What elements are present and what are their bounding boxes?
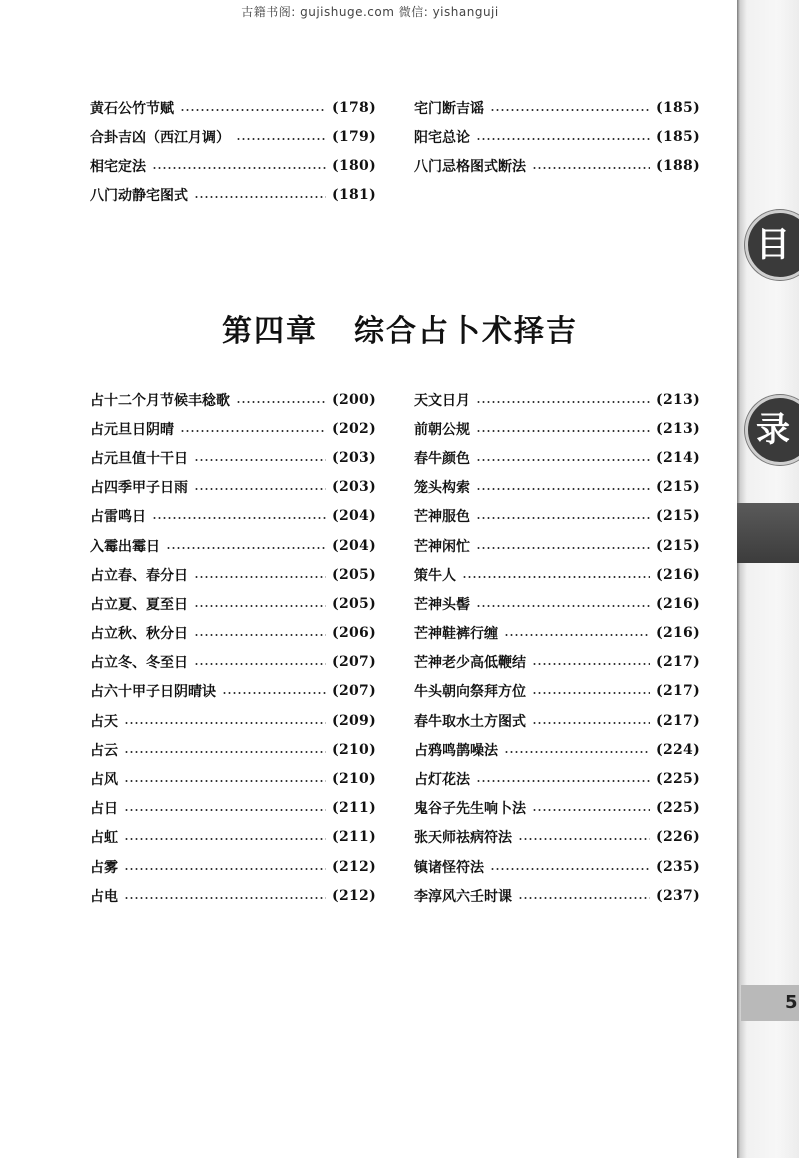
dot-leader xyxy=(152,517,326,519)
dot-leader xyxy=(124,751,326,753)
dot-leader xyxy=(166,547,326,549)
toc-entry-page: (212) xyxy=(332,858,376,875)
toc-entry xyxy=(90,881,376,910)
dot-leader xyxy=(532,722,650,724)
toc-entry xyxy=(414,589,700,618)
dot-leader xyxy=(532,809,650,811)
toc-entry xyxy=(414,794,700,823)
toc-entry xyxy=(90,852,376,881)
toc-entry-page: (215) xyxy=(656,508,700,525)
toc-entry-page: (206) xyxy=(332,625,376,642)
dot-leader xyxy=(504,751,650,753)
toc-entry-page: (217) xyxy=(656,654,700,671)
toc-entry-page: (207) xyxy=(332,683,376,700)
toc-entry-title: 春牛颜色 xyxy=(414,450,470,467)
toc-entry-title: 宅门断吉谣 xyxy=(414,100,484,117)
toc-entry xyxy=(414,531,700,560)
toc-entry xyxy=(414,852,700,881)
dot-leader xyxy=(504,634,650,636)
dot-leader xyxy=(476,459,650,461)
dot-leader xyxy=(194,663,326,665)
dot-leader xyxy=(476,401,650,403)
dot-leader xyxy=(476,517,650,519)
toc-entry-page: (215) xyxy=(656,479,700,496)
dot-leader xyxy=(236,138,326,140)
toc-entry-title: 合卦吉凶（西江月调） xyxy=(90,129,230,146)
dot-leader xyxy=(124,722,326,724)
toc-chapter4-left-column xyxy=(90,385,376,910)
toc-entry-page: (210) xyxy=(332,771,376,788)
toc-entry xyxy=(414,560,700,589)
toc-entry-title: 春牛取水土方图式 xyxy=(414,713,526,730)
toc-entry-title: 鬼谷子先生响卜法 xyxy=(414,801,526,818)
dot-leader xyxy=(532,167,650,169)
toc-entry-title: 芒神头髻 xyxy=(414,596,470,613)
toc-entry-page: (216) xyxy=(656,595,700,612)
toc-entry-page: (204) xyxy=(332,537,376,554)
toc-entry xyxy=(90,706,376,735)
dot-leader xyxy=(180,109,326,111)
toc-entry-title: 占立春、春分日 xyxy=(90,567,188,584)
toc-entry-page: (188) xyxy=(656,157,700,174)
chapter-heading xyxy=(150,306,650,350)
dot-leader xyxy=(124,868,326,870)
dot-leader xyxy=(124,809,326,811)
margin-band xyxy=(737,503,799,563)
toc-entry xyxy=(90,648,376,677)
toc-entry xyxy=(90,589,376,618)
toc-chapter4-right-column xyxy=(414,385,700,910)
toc-entry-page: (202) xyxy=(332,420,376,437)
toc-entry-title: 李淳风六壬时课 xyxy=(414,888,512,905)
dot-leader xyxy=(476,547,650,549)
toc-entry-page: (205) xyxy=(332,595,376,612)
toc-entry xyxy=(90,735,376,764)
watermark: 古籍书阁: gujishuge.com 微信: yishanguji xyxy=(241,5,499,19)
dot-leader xyxy=(194,488,326,490)
toc-entry-page: (205) xyxy=(332,566,376,583)
dot-leader xyxy=(532,663,650,665)
dot-leader xyxy=(518,897,650,899)
toc-entry-title: 占六十甲子日阴晴诀 xyxy=(90,684,216,701)
dot-leader xyxy=(476,430,650,432)
dot-leader xyxy=(124,897,326,899)
toc-entry xyxy=(414,473,700,502)
toc-entry-title: 占日 xyxy=(90,801,118,818)
toc-entry-page: (237) xyxy=(656,887,700,904)
dot-leader xyxy=(462,576,650,578)
dot-leader xyxy=(152,167,326,169)
toc-entry-title: 前朝公规 xyxy=(414,421,470,438)
toc-entry xyxy=(414,823,700,852)
margin-tab-lu-label: 录 xyxy=(756,410,790,450)
dot-leader xyxy=(476,780,650,782)
toc-entry-page: (217) xyxy=(656,712,700,729)
toc-entry-title: 芒神闲忙 xyxy=(414,538,470,555)
toc-entry-title: 相宅定法 xyxy=(90,158,146,175)
margin-tab-mu-label: 目 xyxy=(756,225,790,265)
toc-entry xyxy=(414,502,700,531)
toc-entry xyxy=(90,764,376,793)
toc-entry-title: 占云 xyxy=(90,742,118,759)
toc-entry-page: (226) xyxy=(656,829,700,846)
toc-entry-page: (216) xyxy=(656,625,700,642)
dot-leader xyxy=(532,692,650,694)
toc-entry-title: 芒神服色 xyxy=(414,509,470,526)
toc-entry xyxy=(90,677,376,706)
dot-leader xyxy=(194,576,326,578)
toc-entry-page: (180) xyxy=(332,157,376,174)
toc-entry-title: 牛头朝向祭拜方位 xyxy=(414,684,526,701)
toc-entry xyxy=(414,764,700,793)
toc-entry-title: 芒神老少高低鞭结 xyxy=(414,655,526,672)
toc-entry-page: (209) xyxy=(332,712,376,729)
dot-leader xyxy=(194,459,326,461)
toc-entry-page: (204) xyxy=(332,508,376,525)
toc-entry xyxy=(414,648,700,677)
dot-leader xyxy=(180,430,326,432)
toc-entry-page: (185) xyxy=(656,99,700,116)
toc-entry-title: 占电 xyxy=(90,888,118,905)
toc-entry xyxy=(414,677,700,706)
toc-entry-page: (214) xyxy=(656,449,700,466)
toc-entry-page: (213) xyxy=(656,391,700,408)
toc-entry xyxy=(414,706,700,735)
toc-entry-page: (225) xyxy=(656,771,700,788)
toc-entry-page: (203) xyxy=(332,479,376,496)
dot-leader xyxy=(476,605,650,607)
toc-entry-title: 笼头构索 xyxy=(414,480,470,497)
toc-entry-page: (225) xyxy=(656,800,700,817)
toc-entry xyxy=(90,151,376,180)
dot-leader xyxy=(490,868,650,870)
toc-top-right-column xyxy=(414,93,700,181)
toc-entry xyxy=(90,181,376,210)
toc-entry-title: 占雾 xyxy=(90,859,118,876)
toc-entry-page: (224) xyxy=(656,741,700,758)
dot-leader xyxy=(124,780,326,782)
toc-entry-page: (181) xyxy=(332,187,376,204)
toc-entry xyxy=(90,823,376,852)
toc-entry-page: (178) xyxy=(332,99,376,116)
toc-entry-page: (207) xyxy=(332,654,376,671)
toc-entry-title: 占立夏、夏至日 xyxy=(90,596,188,613)
toc-top-left-column xyxy=(90,93,376,210)
toc-entry-page: (203) xyxy=(332,449,376,466)
toc-entry-title: 占虹 xyxy=(90,830,118,847)
dot-leader xyxy=(518,838,650,840)
toc-entry xyxy=(414,151,700,180)
toc-entry xyxy=(90,385,376,414)
toc-entry-title: 占元旦值十干日 xyxy=(90,450,188,467)
toc-entry xyxy=(414,443,700,472)
dot-leader xyxy=(194,605,326,607)
toc-entry xyxy=(414,93,700,122)
toc-entry-page: (213) xyxy=(656,420,700,437)
toc-entry xyxy=(90,122,376,151)
toc-entry-page: (216) xyxy=(656,566,700,583)
toc-entry-page: (211) xyxy=(332,800,376,817)
toc-entry-page: (212) xyxy=(332,887,376,904)
toc-entry xyxy=(414,122,700,151)
toc-entry-title: 占立冬、冬至日 xyxy=(90,655,188,672)
toc-entry-title: 黄石公竹节赋 xyxy=(90,100,174,117)
chapter-number: 第四章 xyxy=(222,314,318,349)
toc-entry-page: (235) xyxy=(656,858,700,875)
toc-entry-page: (200) xyxy=(332,391,376,408)
toc-entry-title: 占十二个月节候丰稔歌 xyxy=(90,392,230,409)
toc-entry xyxy=(90,443,376,472)
dot-leader xyxy=(476,138,650,140)
toc-entry xyxy=(414,619,700,648)
toc-entry-title: 阳宅总论 xyxy=(414,129,470,146)
toc-entry xyxy=(90,560,376,589)
toc-entry-title: 八门忌格图式断法 xyxy=(414,158,526,175)
toc-entry xyxy=(414,414,700,443)
dot-leader xyxy=(194,196,326,198)
page-number: 5 xyxy=(741,985,799,1021)
toc-entry-page: (179) xyxy=(332,128,376,145)
toc-entry-title: 占灯花法 xyxy=(414,772,470,789)
toc-entry xyxy=(90,93,376,122)
toc-entry-title: 占雷鸣日 xyxy=(90,509,146,526)
toc-entry-page: (217) xyxy=(656,683,700,700)
toc-entry-title: 占天 xyxy=(90,713,118,730)
dot-leader xyxy=(194,634,326,636)
toc-entry-page: (215) xyxy=(656,537,700,554)
toc-entry-title: 占立秋、秋分日 xyxy=(90,626,188,643)
toc-entry xyxy=(90,531,376,560)
toc-entry xyxy=(414,735,700,764)
toc-entry-title: 芒神鞋裤行缠 xyxy=(414,626,498,643)
toc-entry xyxy=(90,502,376,531)
toc-entry-title: 占风 xyxy=(90,772,118,789)
toc-entry-title: 策牛人 xyxy=(414,567,456,584)
toc-entry xyxy=(414,881,700,910)
dot-leader xyxy=(124,838,326,840)
toc-entry-title: 占鸦鸣鹊噪法 xyxy=(414,742,498,759)
toc-entry-page: (185) xyxy=(656,128,700,145)
chapter-title: 综合占卜术择吉 xyxy=(354,314,578,349)
toc-entry-title: 天文日月 xyxy=(414,392,470,409)
toc-entry-title: 镇诸怪符法 xyxy=(414,859,484,876)
dot-leader xyxy=(476,488,650,490)
dot-leader xyxy=(222,692,326,694)
toc-entry xyxy=(90,414,376,443)
toc-entry xyxy=(90,473,376,502)
toc-entry-title: 入霉出霉日 xyxy=(90,538,160,555)
toc-entry xyxy=(90,619,376,648)
toc-entry-page: (211) xyxy=(332,829,376,846)
toc-entry xyxy=(414,385,700,414)
toc-entry-title: 占元旦日阴晴 xyxy=(90,421,174,438)
toc-entry xyxy=(90,794,376,823)
toc-entry-title: 张天师祛病符法 xyxy=(414,830,512,847)
dot-leader xyxy=(236,401,326,403)
toc-entry-title: 八门动静宅图式 xyxy=(90,188,188,205)
toc-entry-page: (210) xyxy=(332,741,376,758)
dot-leader xyxy=(490,109,650,111)
toc-entry-title: 占四季甲子日雨 xyxy=(90,480,188,497)
